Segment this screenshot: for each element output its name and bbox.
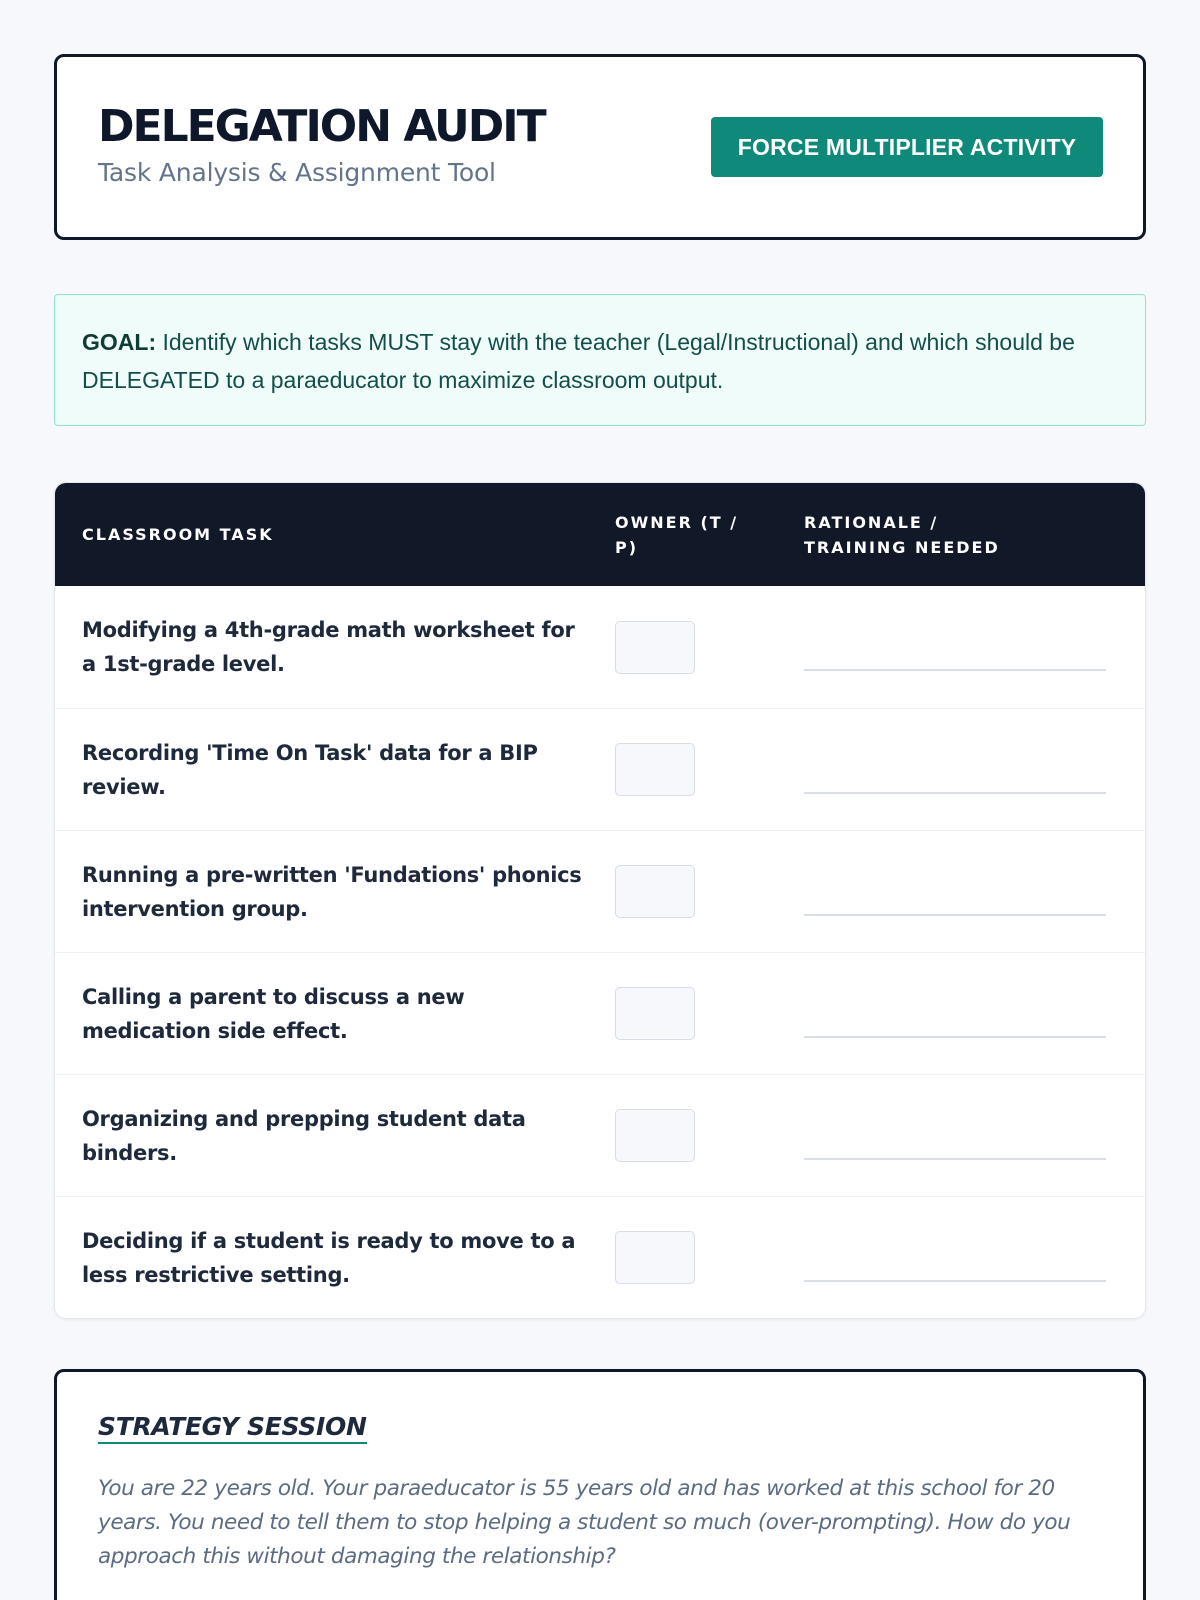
rationale-input[interactable] (804, 992, 1106, 1038)
task-cell: Running a pre-written 'Fundations' phonics intervention group. (82, 862, 582, 921)
table-header (55, 483, 1145, 586)
column-header-rationale-cell (804, 510, 1145, 560)
owner-input[interactable] (615, 1109, 695, 1162)
strategy-title: STRATEGY SESSION (98, 1412, 367, 1444)
rationale-input[interactable] (804, 625, 1106, 671)
strategy-prompt: You are 22 years old. Your paraeducator is 55 years old and has worked at this school for 20 years. You need to tell them to stop helping a student so much (over-prompting). How do you approach this without damaging the relationship? (98, 1476, 1071, 1569)
rationale-input[interactable] (804, 1236, 1106, 1282)
owner-cell (614, 1109, 804, 1162)
table-row (55, 1074, 1145, 1196)
owner-cell (614, 743, 804, 796)
owner-cell (614, 987, 804, 1040)
column-header-task: CLASSROOM TASK (82, 525, 274, 544)
task-cell: Recording 'Time On Task' data for a BIP review. (82, 740, 538, 799)
strategy-card (54, 1369, 1146, 1600)
table-row (55, 586, 1145, 708)
task-table (54, 482, 1146, 1319)
column-header-owner-cell (614, 510, 804, 560)
owner-input[interactable] (615, 621, 695, 674)
title-block (98, 100, 545, 187)
column-header-rationale: RATIONALE / TRAINING NEEDED (804, 512, 1000, 557)
task-cell: Calling a parent to discuss a new medication side effect. (82, 984, 465, 1043)
owner-input[interactable] (615, 865, 695, 918)
owner-cell (614, 1231, 804, 1284)
table-body (55, 586, 1145, 1318)
page-title: DELEGATION AUDIT (98, 100, 545, 152)
rationale-input[interactable] (804, 1114, 1106, 1160)
goal-label: GOAL: (82, 329, 157, 355)
rationale-input[interactable] (804, 870, 1106, 916)
header-card (54, 54, 1146, 240)
table-row (55, 1196, 1145, 1318)
owner-cell (614, 621, 804, 674)
table-row (55, 830, 1145, 952)
goal-callout (54, 294, 1146, 426)
table-row (55, 952, 1145, 1074)
activity-badge: FORCE MULTIPLIER ACTIVITY (711, 117, 1103, 177)
goal-text: Identify which tasks MUST stay with the teacher (Legal/Instructional) and which should be DELEGATED to a paraeducator to maximize classroom output. (82, 329, 1075, 393)
owner-input[interactable] (615, 987, 695, 1040)
owner-input[interactable] (615, 1231, 695, 1284)
rationale-cell (804, 868, 1145, 916)
rationale-cell (804, 1234, 1145, 1282)
rationale-input[interactable] (804, 748, 1106, 794)
rationale-cell (804, 1112, 1145, 1160)
task-cell: Organizing and prepping student data binders. (82, 1106, 526, 1165)
column-header-owner: OWNER (T / P) (615, 512, 739, 557)
owner-cell (614, 865, 804, 918)
page-subtitle: Task Analysis & Assignment Tool (98, 157, 496, 187)
rationale-cell (804, 623, 1145, 671)
table-row (55, 708, 1145, 830)
rationale-cell (804, 746, 1145, 794)
task-cell: Modifying a 4th-grade math worksheet for a 1st-grade level. (82, 618, 575, 676)
rationale-cell (804, 990, 1145, 1038)
task-cell: Deciding if a student is ready to move to a less restrictive setting. (82, 1228, 576, 1287)
owner-input[interactable] (615, 743, 695, 796)
